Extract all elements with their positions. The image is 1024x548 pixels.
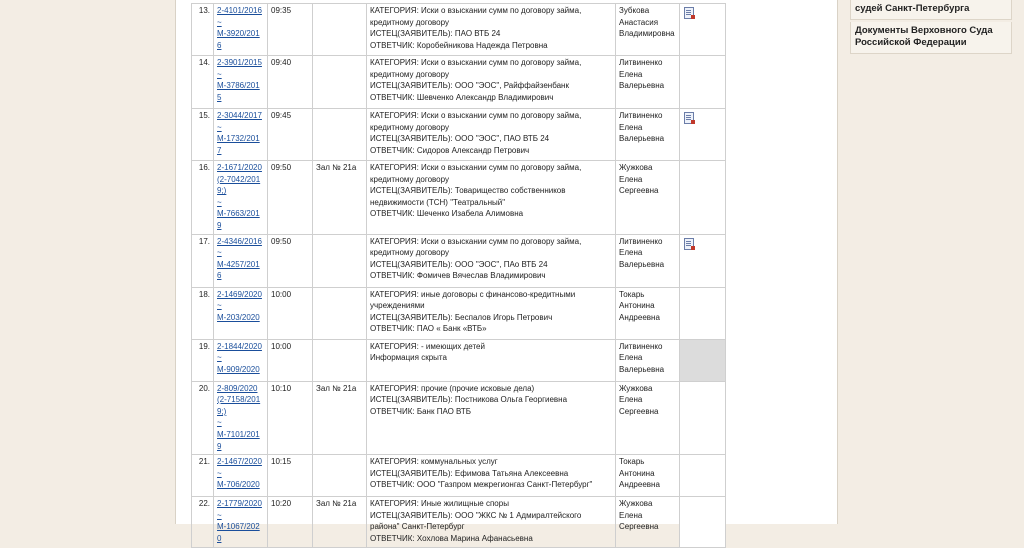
case-info-line: ОТВЕТЧИК: ПАО « Банк «ВТБ» <box>370 324 487 334</box>
case-info-line: ИСТЕЦ(ЗАЯВИТЕЛЬ): Постникова Ольга Георгиевна <box>370 395 568 405</box>
hearing-time: 10:00 <box>268 287 313 339</box>
courtroom <box>313 339 367 381</box>
hearing-time: 10:10 <box>268 381 313 455</box>
case-number-link[interactable] <box>217 237 262 281</box>
case-number-cell <box>214 109 268 161</box>
case-info-line: ИСТЕЦ(ЗАЯВИТЕЛЬ): Беспалов Игорь Петрович <box>370 312 553 322</box>
courtroom <box>313 109 367 161</box>
case-info-line: ОТВЕТЧИК: Хохлова Марина Афанасьевна <box>370 533 533 543</box>
case-info <box>367 287 616 339</box>
document-icon[interactable] <box>684 7 694 19</box>
judge-name: Зубкова Анастасия Владимировна <box>616 4 680 56</box>
case-info <box>367 161 616 235</box>
material-number: М-1067/2020 <box>217 522 260 543</box>
courtroom: Зал № 21а <box>313 381 367 455</box>
case-number: 2-4346/2016 <box>217 236 262 246</box>
judge-name: Токарь Антонина Андреевна <box>616 287 680 339</box>
table-row <box>192 497 726 547</box>
hearing-time: 09:50 <box>268 234 313 287</box>
case-number-link[interactable] <box>217 342 262 374</box>
row-number: 21. <box>192 455 214 497</box>
courtroom <box>313 287 367 339</box>
case-number-link[interactable] <box>217 163 262 230</box>
case-number-link[interactable] <box>217 290 262 322</box>
material-number: М-7101/2019 <box>217 429 260 451</box>
row-number: 18. <box>192 287 214 339</box>
material-number: М-706/2020 <box>217 480 260 490</box>
courtroom <box>313 234 367 287</box>
case-number-cell <box>214 455 268 497</box>
hearing-time: 09:35 <box>268 4 313 56</box>
case-separator: ~ <box>217 248 222 258</box>
case-info-line: КАТЕГОРИЯ: Иски о взыскании сумм по договору займа, кредитному договору <box>370 6 582 27</box>
row-number: 16. <box>192 161 214 235</box>
case-number-cell <box>214 287 268 339</box>
case-number-cell <box>214 339 268 381</box>
case-number-cell <box>214 234 268 287</box>
case-number: 2-1779/2020 <box>217 499 262 509</box>
table-row <box>192 56 726 109</box>
row-number: 14. <box>192 56 214 109</box>
material-number: М-4257/2016 <box>217 259 260 281</box>
case-number: 2-3044/2017 <box>217 111 262 120</box>
hearing-time: 09:40 <box>268 56 313 109</box>
case-info-line: КАТЕГОРИЯ: Иски о взыскании сумм по договору займа, кредитному договору <box>370 111 582 132</box>
case-number-cell <box>214 381 268 455</box>
case-info-line: ИСТЕЦ(ЗАЯВИТЕЛЬ): ООО "ЭОС", ПАО ВТБ 24 <box>370 134 550 144</box>
case-number: 2-4101/2016 <box>217 6 262 15</box>
case-info-line: ИСТЕЦ(ЗАЯВИТЕЛЬ): ООО "ЖКС № 1 Адмиралтейского района" Санкт-Петербург <box>370 510 582 532</box>
case-separator: ~ <box>217 197 222 207</box>
case-info-line: КАТЕГОРИЯ: Иски о взыскании сумм по договору займа, кредитному договору <box>370 58 582 79</box>
document-icon[interactable] <box>684 238 694 250</box>
case-info-line: КАТЕГОРИЯ: Иски о взыскании сумм по договору займа, кредитному договору <box>370 236 582 258</box>
case-info-line: Информация скрыта <box>370 353 447 363</box>
case-info-line: КАТЕГОРИЯ: прочие (прочие исковые дела) <box>370 383 535 393</box>
courtroom <box>313 56 367 109</box>
case-info-line: КАТЕГОРИЯ: иные договоры с финансово-кредитными учреждениями <box>370 289 576 311</box>
case-info-line: ИСТЕЦ(ЗАЯВИТЕЛЬ): Ефимова Татьяна Алексеевна <box>370 468 569 478</box>
judge-name: Токарь Антонина Андреевна <box>616 455 680 497</box>
document-cell <box>680 161 726 235</box>
case-separator: ~ <box>217 301 222 311</box>
judge-name: Литвиненко Елена Валерьевна <box>616 234 680 287</box>
courtroom <box>313 455 367 497</box>
case-info-line: ОТВЕТЧИК: Шеченко Изабела Алимовна <box>370 209 524 219</box>
material-number: М-7663/2019 <box>217 209 260 230</box>
row-number: 20. <box>192 381 214 455</box>
table-row <box>192 234 726 287</box>
document-cell <box>680 381 726 455</box>
row-number: 15. <box>192 109 214 161</box>
case-info <box>367 4 616 56</box>
case-separator: ~ <box>217 468 222 478</box>
document-cell <box>680 339 726 381</box>
table-row <box>192 287 726 339</box>
document-cell[interactable] <box>680 4 726 56</box>
case-number-cell <box>214 497 268 547</box>
sidebar-link-supreme-court-docs[interactable]: Документы Верховного Суда Российской Федерации <box>850 22 1012 54</box>
case-info-line: ИСТЕЦ(ЗАЯВИТЕЛЬ): ООО "ЭОС", ПАо ВТБ 24 <box>370 259 548 269</box>
courtroom <box>313 4 367 56</box>
judge-name: Литвиненко Елена Валерьевна <box>616 109 680 161</box>
case-info <box>367 109 616 161</box>
case-number-cell <box>214 161 268 235</box>
table-row <box>192 161 726 235</box>
case-info-line: ОТВЕТЧИК: Сидоров Александр Петрович <box>370 145 530 155</box>
document-cell <box>680 287 726 339</box>
case-separator: ~ <box>217 69 222 79</box>
case-info-line: ОТВЕТЧИК: ООО "Газпром межрегионгаз Санкт-Петербург" <box>370 480 593 490</box>
table-row <box>192 109 726 161</box>
case-separator: ~ <box>217 510 222 520</box>
case-number-cell <box>214 56 268 109</box>
judge-name: Жужкова Елена Сергеевна <box>616 497 680 547</box>
sidebar-link-spb-judges[interactable]: судей Санкт-Петербурга <box>850 0 1012 20</box>
case-info-line: ИСТЕЦ(ЗАЯВИТЕЛЬ): Товарищество собственников недвижимости (ТСН) "Театральный" <box>370 186 566 207</box>
judge-name: Литвиненко Елена Валерьевна <box>616 56 680 109</box>
case-separator: ~ <box>217 17 222 27</box>
judge-name: Жужкова Елена Сергеевна <box>616 161 680 235</box>
courtroom: Зал № 21а <box>313 161 367 235</box>
case-info-line: КАТЕГОРИЯ: коммунальных услуг <box>370 457 498 467</box>
case-separator: ~ <box>217 353 222 363</box>
case-separator: ~ <box>217 122 222 132</box>
material-number: М-3920/2016 <box>217 29 260 50</box>
case-number: 2-1671/2020 (2-7042/2019;) <box>217 163 262 196</box>
case-info-line: КАТЕГОРИЯ: Иные жилищные споры <box>370 499 509 509</box>
material-number: М-203/2020 <box>217 312 260 322</box>
case-info <box>367 56 616 109</box>
document-cell <box>680 497 726 547</box>
case-number-link[interactable] <box>217 384 260 451</box>
material-number: М-3786/2015 <box>217 81 260 102</box>
row-number: 17. <box>192 234 214 287</box>
table-row <box>192 381 726 455</box>
sidebar <box>850 0 1012 56</box>
main-content <box>175 0 838 543</box>
case-info <box>367 339 616 381</box>
case-info-line: ОТВЕТЧИК: Фомичев Вячеслав Владимирович <box>370 271 546 281</box>
row-number: 19. <box>192 339 214 381</box>
document-cell[interactable] <box>680 234 726 287</box>
table-row <box>192 4 726 56</box>
case-info <box>367 497 616 547</box>
hearing-time: 09:45 <box>268 109 313 161</box>
material-number: М-909/2020 <box>217 364 260 374</box>
hearings-table <box>191 3 726 548</box>
material-number: М-1732/2017 <box>217 134 260 155</box>
case-number-cell <box>214 4 268 56</box>
case-info <box>367 381 616 455</box>
row-number: 22. <box>192 497 214 547</box>
case-number-link[interactable] <box>217 58 262 102</box>
case-info-line: ИСТЕЦ(ЗАЯВИТЕЛЬ): ООО "ЭОС", Райффайзенбанк <box>370 81 569 91</box>
hearing-time: 10:00 <box>268 339 313 381</box>
courtroom: Зал № 21а <box>313 497 367 547</box>
case-info-line: КАТЕГОРИЯ: - имеющих детей <box>370 341 485 351</box>
judge-name: Литвиненко Елена Валерьевна <box>616 339 680 381</box>
hearing-time: 10:20 <box>268 497 313 547</box>
case-number-link[interactable] <box>217 6 262 50</box>
case-separator: ~ <box>217 418 222 428</box>
hearing-time: 10:15 <box>268 455 313 497</box>
table-row <box>192 455 726 497</box>
case-info-line: ОТВЕТЧИК: Шевченко Александр Владимирович <box>370 92 554 102</box>
document-cell <box>680 56 726 109</box>
hearing-time: 09:50 <box>268 161 313 235</box>
case-number-link[interactable] <box>217 457 262 489</box>
judge-name: Жужкова Елена Сергеевна <box>616 381 680 455</box>
case-number: 2-1844/2020 <box>217 341 262 351</box>
case-info-line: ОТВЕТЧИК: Коробейникова Надежда Петровна <box>370 40 548 50</box>
case-number: 2-3901/2015 <box>217 58 262 67</box>
case-number: 2-1469/2020 <box>217 289 262 299</box>
table-row <box>192 339 726 381</box>
case-number: 2-1467/2020 <box>217 457 262 467</box>
case-info-line: ИСТЕЦ(ЗАЯВИТЕЛЬ): ПАО ВТБ 24 <box>370 29 501 39</box>
document-icon[interactable] <box>684 112 694 124</box>
case-number-link[interactable] <box>217 111 262 155</box>
case-number-link[interactable] <box>217 499 262 543</box>
case-number: 2-809/2020 (2-7158/2019;) <box>217 383 261 416</box>
document-cell[interactable] <box>680 109 726 161</box>
case-info <box>367 234 616 287</box>
document-cell <box>680 455 726 497</box>
case-info-line: ОТВЕТЧИК: Банк ПАО ВТБ <box>370 406 471 416</box>
case-info-line: КАТЕГОРИЯ: Иски о взыскании сумм по договору займа, кредитному договору <box>370 163 582 184</box>
case-info <box>367 455 616 497</box>
row-number: 13. <box>192 4 214 56</box>
